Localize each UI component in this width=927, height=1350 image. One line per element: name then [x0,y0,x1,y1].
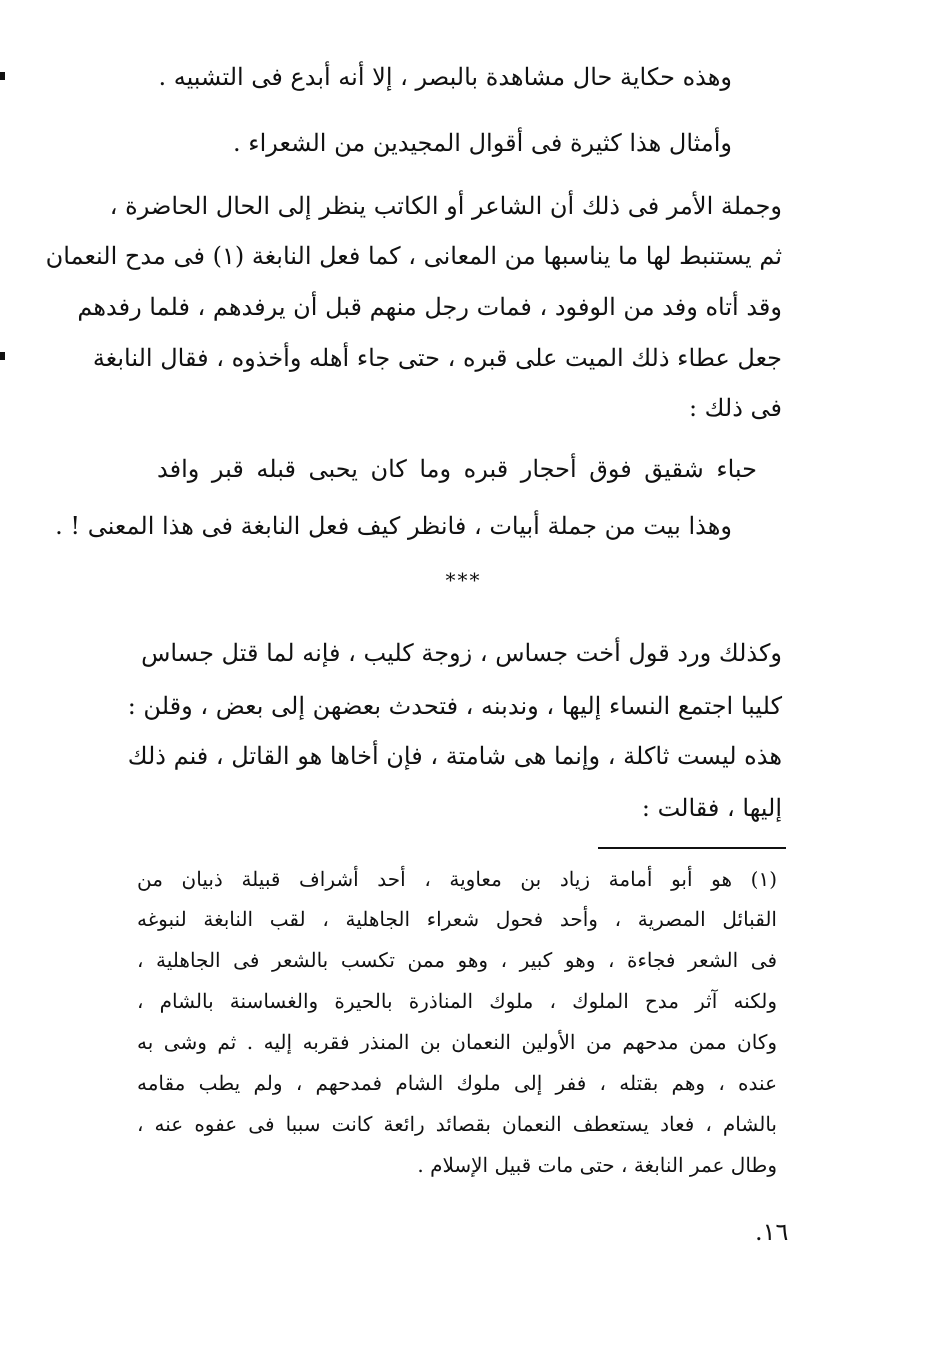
footnote-line: عنده ، وهم بقتله ، ففر إلى ملوك الشام فمدحهم ، ولم يطب مقامه [137,1071,777,1095]
footnote-line: (١) هو أبو أمامة زياد بن معاوية ، أحد أشراف قبيلة ذبيان من [137,867,777,891]
footnote-line: بالشام ، فعاد يستعطف النعمان بقصائد رائعة كانت سببا فى عفوه عنه ، [137,1112,777,1136]
footnote-line: ولكنه آثر مدح الملوك ، ملوك المناذرة بالحيرة والغساسنة بالشام ، [137,989,777,1013]
margin-mark-top [0,72,5,80]
section-separator: *** [445,568,482,592]
text-line: وهذه حكاية حال مشاهدة بالبصر ، إلا أنه أبدع فى التشبيه . [158,63,732,91]
text-line: كليبا اجتمع النساء إليها ، وندبنه ، فتحدث بعضهن إلى بعض ، وقلن : [127,692,782,720]
footnote-line: وطال عمر النابغة ، حتى مات قبيل الإسلام . [417,1153,777,1177]
page-number: ١٦. [755,1218,789,1246]
margin-mark-middle [0,352,5,360]
verse-line: حباء شقيق فوق أحجار قبره وما كان يحبى قبله قبر وافد [157,455,757,483]
text-line: وجملة الأمر فى ذلك أن الشاعر أو الكاتب ينظر إلى الحال الحاضرة ، [109,192,782,220]
text-line: وهذا بيت من جملة أبيات ، فانظر كيف فعل النابغة فى هذا المعنى ! . [55,512,732,540]
footnote-line: القبائل المصرية ، وأحد فحول شعراء الجاهلية ، لقب النابغة لنبوغه [137,907,777,931]
text-line: وأمثال هذا كثيرة فى أقوال المجيدين من الشعراء . [233,129,732,157]
text-line: هذه ليست ثاكلة ، وإنما هى شامتة ، فإن أخاها هو القاتل ، فنم ذلك [127,742,782,770]
text-line: فى ذلك : [688,394,782,422]
text-line: ثم يستنبط لها ما يناسبها من المعانى ، كما فعل النابغة (١) فى مدح النعمان [45,242,782,270]
text-line: وكذلك ورد قول أخت جساس ، زوجة كليب ، فإنه لما قتل جساس [141,639,782,667]
text-line: جعل عطاء ذلك الميت على قبره ، حتى جاء أهله وأخذوه ، فقال النابغة [92,344,782,372]
footnote-line: وكان ممن مدحهم من الأولين النعمان بن المنذر فقربه إليه . ثم وشى به [137,1030,778,1054]
text-line: وقد أتاه وفد من الوفود ، فمات رجل منهم قبل أن يرفدهم ، فلما رفدهم [77,293,782,321]
footnote-line: فى الشعر فجاءة ، وهو كبير ، وهو ممن تكسب بالشعر فى الجاهلية ، [137,948,777,972]
footnote-rule [598,847,786,849]
text-line: إليها ، فقالت : [641,794,782,822]
